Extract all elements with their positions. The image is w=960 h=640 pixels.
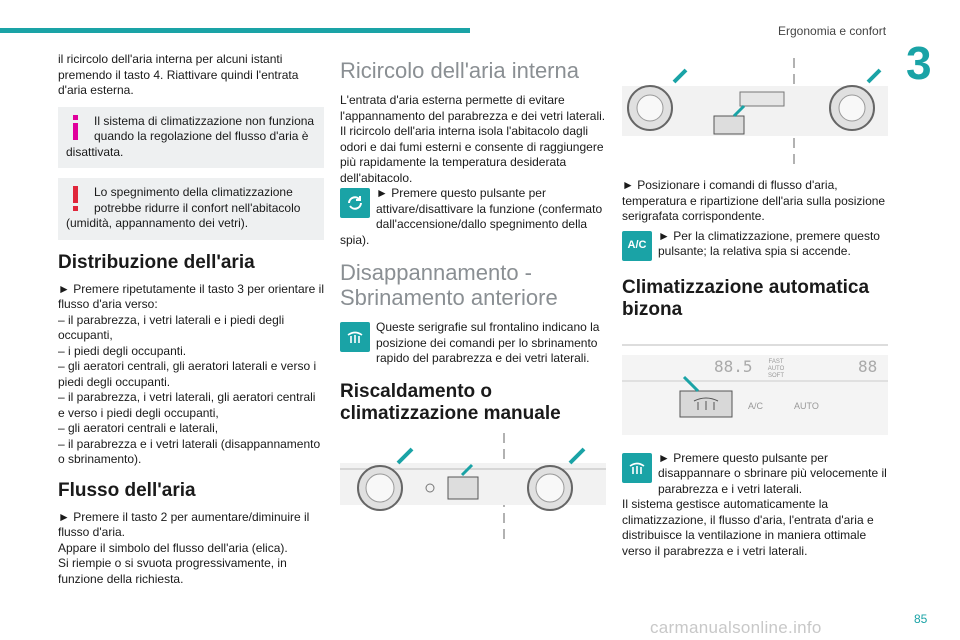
max-defrost-icon (622, 453, 652, 483)
recirc-action (340, 186, 606, 248)
info-note (58, 107, 324, 169)
manual-heading: Riscaldamento o climatizzazione manuale (340, 380, 561, 424)
distribution-line: – gli aeratori centrali e laterali, (58, 421, 219, 435)
defrost-action-text: ► Premere questo pulsante per disappannare o sbrinare più velocemente il parabrezza e i vetri laterali. (658, 450, 887, 496)
distribution-heading: Distribuzione dell'aria (58, 251, 255, 273)
recirc-heading: Ricircolo dell'aria interna (340, 58, 579, 83)
distribution-line: – il parabrezza e i vetri laterali (disappannamento o sbrinamento). (58, 436, 321, 466)
recirc-text: L'entrata d'aria esterna permette di evitare l'appannamento del parabrezza e dei vetri laterali. (340, 93, 606, 123)
column-2 (340, 52, 606, 549)
display-temp: 88.5 (714, 356, 753, 376)
page-number: 85 (914, 612, 928, 626)
warning-note (58, 178, 324, 240)
distribution-line: – il parabrezza, i vetri laterali, gli aeratori centrali e verso i piedi degli occupanti, (58, 390, 316, 420)
display-mode: FAST AUTO SOFT (767, 358, 785, 379)
defrost-heading: Disappannamento - Sbrinamento anteriore (340, 260, 558, 310)
column-3 (622, 52, 888, 559)
flow-line: ► Premere il tasto 2 per aumentare/diminuire il flusso d'aria. (58, 509, 310, 539)
ac-text: ► Per la climatizzazione, premere questo pulsante; la relativa spia si accende. (658, 228, 880, 258)
distribution-line: ► Premere ripetutamente il tasto 3 per orientare il flusso d'aria verso: (58, 281, 324, 311)
distribution-line: – i piedi degli occupanti. (58, 343, 187, 358)
defrost-text: Queste serigrafie sul frontalino indicano la posizione dei comandi per lo sbrinamento rapido del parabrezza e dei vetri laterali. (376, 320, 600, 365)
watermark: carmanualsonline.info (650, 618, 822, 637)
display-right: 88 (858, 356, 878, 376)
defrost-description (340, 320, 606, 367)
auto-heading: Climatizzazione automatica bizona (622, 276, 870, 320)
auto-control-illustration (622, 335, 888, 443)
position-text: ► Posizionare i comandi di flusso d'aria, temperatura e ripartizione dell'aria sulla posizione serigrafata corrispondente. (622, 178, 886, 223)
warning-note-text: Lo spegnimento della climatizzazione potrebbe ridurre il confort nell'abitacolo (umidità, appannamento dei vetri). (66, 185, 301, 230)
distribution-line: – gli aeratori centrali, gli aeratori laterali e verso i piedi degli occupanti. (58, 359, 317, 389)
defrost-icon (340, 322, 370, 352)
distribution-list (58, 282, 324, 468)
defrost-control-illustration (622, 58, 888, 170)
distribution-line: – il parabrezza, i vetri laterali e i piedi degli occupanti, (58, 312, 285, 342)
recirc-action-text: ► Premere questo pulsante per attivare/disattivare la funzione (confermato dall'accensione/dallo spegnimento della spia). (340, 186, 603, 247)
manual-control-illustration (340, 433, 606, 543)
ac-button-label: A/C (748, 400, 764, 411)
recirc-text-2: Il ricircolo dell'aria interna isola l'abitacolo dagli odori e dai fumi esterni e consente di raggiungere più rapidamente la temperatura desiderata dell'abitacolo. (340, 124, 604, 185)
intro-paragraph: il ricircolo dell'aria interna per alcuni istanti premendo il tasto 4. Riattivare quindi l'entrata d'aria esterna. (58, 52, 299, 97)
flow-line: Appare il simbolo del flusso dell'aria (elica). (58, 540, 288, 555)
recirculation-icon (340, 188, 370, 218)
auto-button-label: AUTO (794, 400, 819, 411)
defrost-action (622, 451, 888, 498)
flow-line: Si riempie o si svuota progressivamente, in funzione della richiesta. (58, 556, 287, 586)
info-icon (66, 114, 86, 142)
header-accent-bar (0, 28, 470, 33)
auto-text: Il sistema gestisce automaticamente la climatizzazione, il flusso d'aria, l'entrata d'aria e distribuisce la ventilazione in maniera ottimale verso il parabrezza e i vetri laterali. (622, 497, 874, 558)
warning-icon (66, 185, 86, 213)
ac-icon: A/C (622, 231, 652, 261)
info-note-text: Il sistema di climatizzazione non funziona quando la regolazione del flusso d'aria è disattivata. (66, 113, 315, 159)
flow-heading: Flusso dell'aria (58, 479, 196, 501)
column-1 (58, 52, 324, 587)
section-title: Ergonomia e confort (778, 24, 887, 38)
chapter-number: 3 (906, 37, 932, 89)
ac-description (622, 229, 888, 263)
